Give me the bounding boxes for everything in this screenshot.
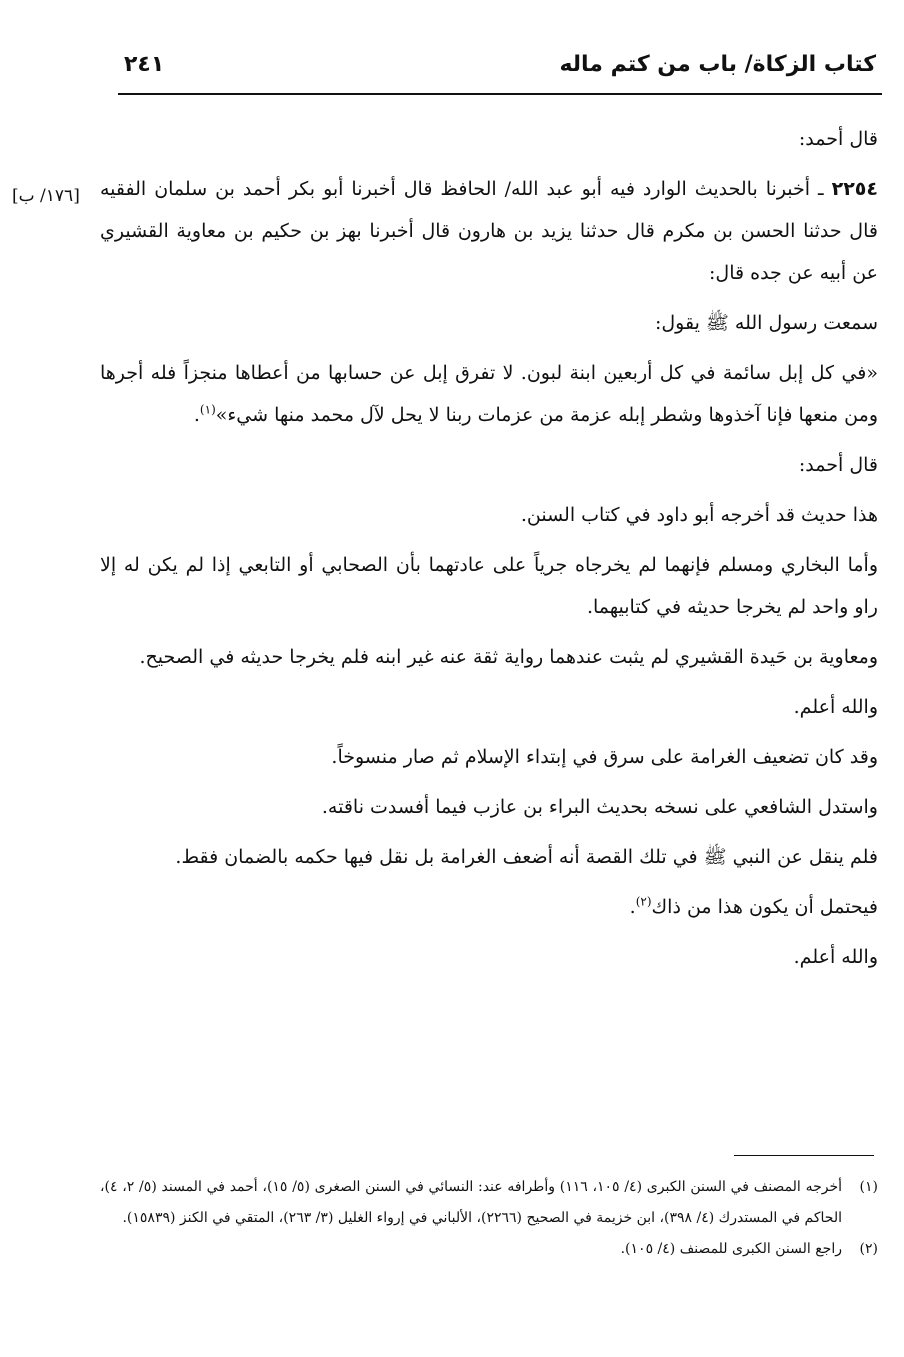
paragraph-prophet: فلم ينقل عن النبي ﷺ في تلك القصة أنه أضعف الغرامة بل نقل فيها حكمه بالضمان فقط. [175,846,878,868]
paragraph-heard: سمعت رسول الله ﷺ يقول: [654,312,878,334]
footnote-ref-2[interactable]: (٢) [635,894,652,909]
header-divider [118,93,882,95]
footnote-ref-1[interactable]: (١) [199,402,216,417]
footnote-1 [100,1172,878,1234]
running-title: كتاب الزكاة/ باب من كتم ماله [559,52,876,77]
paragraph-allah-knows-1: والله أعلم. [793,696,878,718]
hadith-text-end: . [193,404,200,426]
footnote-2 [100,1234,878,1265]
paragraph-abu-dawud: هذا حديث قد أخرجه أبو داود في كتاب السنن. [520,504,878,526]
paragraph-allah-knows-2: والله أعلم. [793,946,878,968]
footnote-text: راجع السنن الكبرى للمصنف (٤/ ١٠٥). [620,1241,842,1257]
manuscript-folio-reference: [١٧٦/ ب] [12,186,80,206]
main-text [100,118,878,986]
footnote-number: (٢) [859,1241,878,1257]
footnotes [100,1172,878,1265]
paragraph-speaker-1: قال أحمد: [798,128,878,150]
footnote-divider [734,1155,874,1156]
paragraph-bukhari-muslim: وأما البخاري ومسلم فإنهما لم يخرجاه جرياً على عادتهما بأن الصحابي أو التابعي إذا لم يكن له إلا راو واحد لم يخرجا حديثه في كتابيهما. [100,554,878,618]
paragraph-abrogation: وقد كان تضعيف الغرامة على سرق في إبتداء الإسلام ثم صار منسوخاً. [331,746,878,768]
paragraph-hadith-text [100,352,878,436]
paragraph-speaker-2: قال أحمد: [798,454,878,476]
possibility-text-end: . [629,896,636,918]
footnote-number: (١) [859,1179,878,1195]
hadith-text: «في كل إبل سائمة في كل أربعين ابنة لبون. لا تفرق إبل عن حسابها من أعطاها منجزاً فله أجرها ومن منعها فإنا آخذوها وشطر إبله عزمة من عزمات ربنا لا يحل لآل محمد منها شيء» [100,362,878,426]
page-number: ٢٤١ [124,52,165,77]
hadith-chain-text: ـ أخبرنا بالحديث الوارد فيه أبو عبد الله/ الحافظ قال أخبرنا أبو بكر أحمد بن سلمان الفقيه قال حدثنا الحسن بن مكرم قال حدثنا يزيد بن هارون قال أخبرنا بهز بن حكيم بن معاوية القشيري عن أبيه عن جده قال: [100,178,878,284]
paragraph-muawiya: ومعاوية بن حَيدة القشيري لم يثبت عندهما رواية ثقة عنه غير ابنه فلم يخرجا حديثه في الصحيح. [139,646,878,668]
paragraph-shafii: واستدل الشافعي على نسخه بحديث البراء بن عازب فيما أفسدت ناقته. [321,796,878,818]
paragraph-possibility [100,886,878,928]
paragraph-hadith-chain [100,168,878,294]
possibility-text: فيحتمل أن يكون هذا من ذاك [651,896,878,918]
hadith-number: ٢٢٥٤ [831,178,878,200]
page-header [118,40,882,96]
footnote-text: أخرجه المصنف في السنن الكبرى (٤/ ١٠٥، ١١٦) وأطرافه عند: النسائي في السنن الصغرى (٥/ ١٥)، أحمد في المسند (٥/ ٢، ٤)، الحاكم في المستدرك (٤/ ٣٩٨)، ابن خزيمة في الصحيح (٢٢٦٦)، الألباني في إرواء الغليل (٣/ ٢٦٣)، المتقي في الكنز (١٥٨٣٩). [100,1179,842,1226]
